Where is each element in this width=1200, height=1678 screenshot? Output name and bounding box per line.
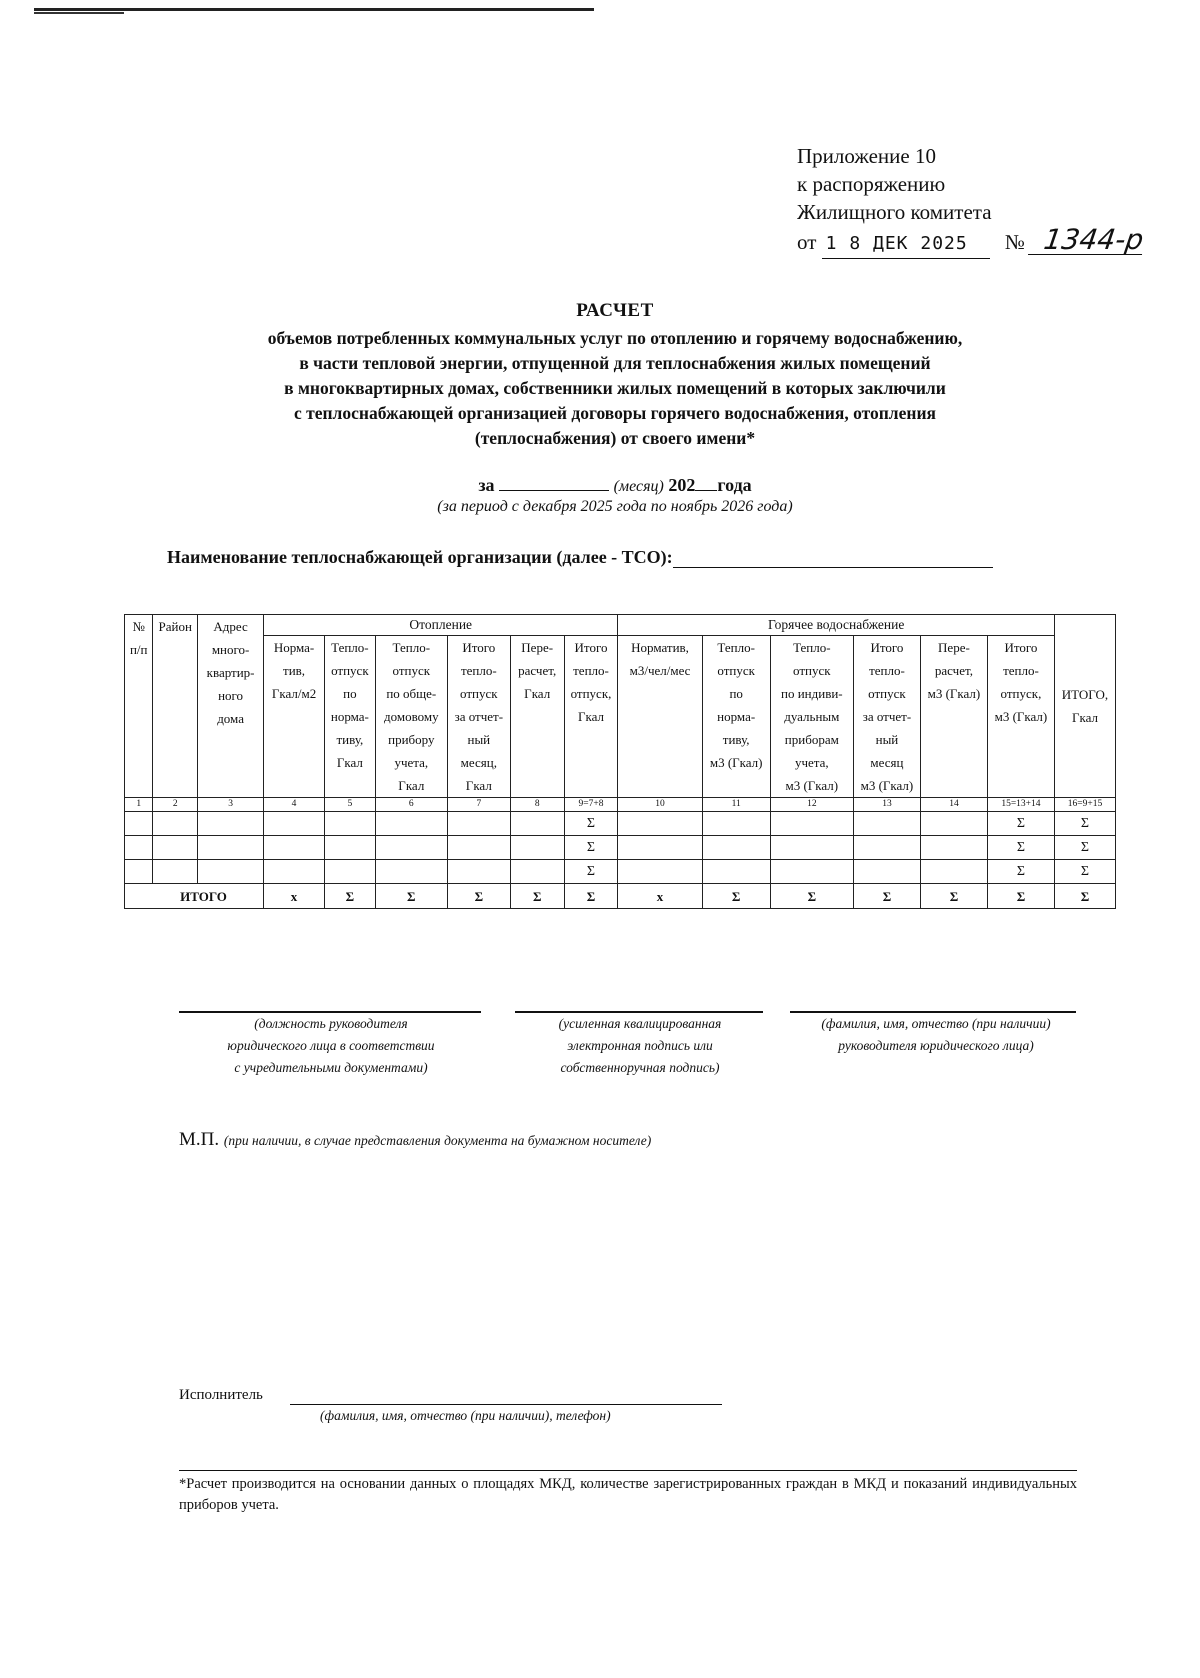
cell[interactable] <box>264 836 325 860</box>
header-heating-col: Тепло- отпуск по обще- домовому прибору учета, Гкал <box>375 636 447 798</box>
cell[interactable] <box>920 860 987 884</box>
sum-cell: Σ <box>987 812 1054 836</box>
cell[interactable] <box>325 860 376 884</box>
document-subtitle-line-5: (теплоснабжения) от своего имени* <box>474 428 756 448</box>
header-hot-water-col: Итого тепло- отпуск, м3 (Гкал) <box>987 636 1054 798</box>
header-num: № п/п <box>125 615 153 798</box>
cell[interactable] <box>447 836 510 860</box>
cell[interactable] <box>325 812 376 836</box>
column-number: 16=9+15 <box>1054 798 1115 812</box>
organization-blank[interactable] <box>673 549 993 568</box>
document-subtitle-line-1: объемов потребленных коммунальных услуг по отоплению и горячему водоснабжению, <box>267 328 963 348</box>
sum-cell: Σ <box>564 860 618 884</box>
sum-cell: Σ <box>564 836 618 860</box>
total-label: ИТОГО <box>125 884 264 909</box>
number-label: № <box>1004 230 1025 254</box>
handwritten-number: 1344-р <box>1028 226 1146 255</box>
column-number: 9=7+8 <box>564 798 618 812</box>
month-blank[interactable] <box>499 490 609 491</box>
header-hot-water-col: Тепло- отпуск по норма- тиву, м3 (Гкал) <box>702 636 770 798</box>
document-subtitle-line-4: с теплоснабжающей организацией договоры горячего водоснабжения, отопления <box>293 403 937 423</box>
cell[interactable] <box>510 812 564 836</box>
sum-cell: Σ <box>564 884 618 909</box>
cell[interactable] <box>375 860 447 884</box>
cell[interactable] <box>702 836 770 860</box>
total-row <box>125 884 1116 909</box>
column-number: 8 <box>510 798 564 812</box>
cell[interactable] <box>702 860 770 884</box>
document-title: РАСЧЕТ <box>576 300 654 321</box>
cell[interactable] <box>198 860 264 884</box>
document-title-block <box>150 300 1080 451</box>
organization-label: Наименование теплоснабжающей организации (далее - ТСО): <box>167 547 673 567</box>
period-range: (за период с декабря 2025 года по ноябрь 2026 года) <box>437 498 793 515</box>
year-blank[interactable] <box>695 490 717 491</box>
date-stamp: 1 8 ДЕК 2025 <box>822 230 990 259</box>
executor-label: Исполнитель <box>179 1387 263 1403</box>
sum-cell: Σ <box>1054 836 1115 860</box>
column-number: 5 <box>325 798 376 812</box>
column-number: 2 <box>153 798 198 812</box>
cell[interactable] <box>510 836 564 860</box>
cell[interactable] <box>920 836 987 860</box>
header-heating-col: Итого тепло- отпуск, Гкал <box>564 636 618 798</box>
cell[interactable] <box>447 860 510 884</box>
column-number: 3 <box>198 798 264 812</box>
cell[interactable] <box>770 860 853 884</box>
cell[interactable] <box>264 860 325 884</box>
cell[interactable] <box>770 812 853 836</box>
appendix-date-row <box>797 223 1146 259</box>
appendix-block <box>797 142 1144 259</box>
cell[interactable] <box>920 812 987 836</box>
signature-caption-position: (должность руководителя юридического лица в соответствии с учредительными документами) <box>227 1016 435 1075</box>
sum-cell: Σ <box>325 884 376 909</box>
stamp-place-row <box>179 1129 651 1151</box>
cell[interactable] <box>264 812 325 836</box>
column-number: 4 <box>264 798 325 812</box>
column-number: 11 <box>702 798 770 812</box>
cell[interactable] <box>153 860 198 884</box>
appendix-line-3: Жилищного комитета <box>797 200 992 224</box>
x-cell: х <box>264 884 325 909</box>
column-numbers-row <box>125 798 1116 812</box>
cell[interactable] <box>325 836 376 860</box>
header-address: Адрес много- квартир- ного дома <box>198 615 264 798</box>
sum-cell: Σ <box>1054 812 1115 836</box>
cell[interactable] <box>853 836 920 860</box>
column-number: 15=13+14 <box>987 798 1054 812</box>
table-row <box>125 860 1116 884</box>
scan-edge-line-short <box>34 12 124 14</box>
signature-caption-name: (фамилия, имя, отчество (при наличии) руководителя юридического лица) <box>821 1016 1051 1053</box>
document-subtitle-line-2: в части тепловой энергии, отпущенной для теплоснабжения жилых помещений <box>299 353 931 373</box>
x-cell: х <box>618 884 702 909</box>
organization-row <box>167 547 993 568</box>
cell[interactable] <box>618 812 702 836</box>
column-number: 6 <box>375 798 447 812</box>
sum-cell: Σ <box>920 884 987 909</box>
cell[interactable] <box>853 812 920 836</box>
cell[interactable] <box>198 812 264 836</box>
header-hot-water-col: Итого тепло- отпуск за отчет- ный месяц м3 (Гкал) <box>853 636 920 798</box>
signature-caption-sign: (усиленная квалицированная электронная подпись или собственноручная подпись) <box>558 1016 722 1075</box>
header-hot-water-col: Тепло- отпуск по индиви- дуальным приборам учета, м3 (Гкал) <box>770 636 853 798</box>
stamp-place-note: (при наличии, в случае представления документа на бумажном носителе) <box>223 1133 652 1148</box>
executor-blank[interactable] <box>290 1404 722 1405</box>
header-group-heating: Отопление <box>264 615 618 636</box>
cell[interactable] <box>375 836 447 860</box>
sum-cell: Σ <box>987 836 1054 860</box>
table-header-row-2 <box>125 636 1116 798</box>
cell[interactable] <box>618 836 702 860</box>
header-heating-col: Норма- тив, Гкал/м2 <box>264 636 325 798</box>
cell[interactable] <box>153 836 198 860</box>
sum-cell: Σ <box>1054 860 1115 884</box>
cell[interactable] <box>375 812 447 836</box>
header-hot-water-col: Норматив, м3/чел/мес <box>618 636 702 798</box>
period-line <box>150 475 1080 496</box>
appendix-line-2: к распоряжению <box>797 172 946 196</box>
executor-caption: (фамилия, имя, отчество (при наличии), телефон) <box>320 1408 611 1423</box>
column-number: 12 <box>770 798 853 812</box>
footnote-divider <box>179 1470 1077 1471</box>
sum-cell: Σ <box>510 884 564 909</box>
header-heating-col: Пере- расчет, Гкал <box>510 636 564 798</box>
sum-cell: Σ <box>447 884 510 909</box>
scan-edge-line <box>34 8 594 11</box>
sum-cell: Σ <box>987 860 1054 884</box>
header-hot-water-col: Пере- расчет, м3 (Гкал) <box>920 636 987 798</box>
cell[interactable] <box>198 836 264 860</box>
column-number: 13 <box>853 798 920 812</box>
header-total: ИТОГО, Гкал <box>1054 615 1115 798</box>
cell[interactable] <box>510 860 564 884</box>
year-prefix: 202 <box>668 475 696 495</box>
document-subtitle-line-3: в многоквартирных домах, собственники жилых помещений в которых заключили <box>284 378 946 398</box>
column-number: 1 <box>125 798 153 812</box>
cell[interactable] <box>447 812 510 836</box>
period-za: за <box>478 475 495 495</box>
cell[interactable] <box>125 836 153 860</box>
column-number: 14 <box>920 798 987 812</box>
cell[interactable] <box>125 860 153 884</box>
cell[interactable] <box>853 860 920 884</box>
cell[interactable] <box>618 860 702 884</box>
sum-cell: Σ <box>1054 884 1115 909</box>
header-heating-col: Итого тепло- отпуск за отчет- ный месяц, Гкал <box>447 636 510 798</box>
cell[interactable] <box>153 812 198 836</box>
period-block <box>150 475 1080 516</box>
cell[interactable] <box>770 836 853 860</box>
cell[interactable] <box>125 812 153 836</box>
column-number: 10 <box>618 798 702 812</box>
header-group-hot-water: Горячее водоснабжение <box>618 615 1055 636</box>
table-row <box>125 812 1116 836</box>
sum-cell: Σ <box>987 884 1054 909</box>
stamp-place-label: М.П. <box>179 1129 220 1150</box>
sum-cell: Σ <box>564 812 618 836</box>
sum-cell: Σ <box>375 884 447 909</box>
year-suffix: года <box>717 475 752 495</box>
sum-cell: Σ <box>853 884 920 909</box>
calculation-table <box>124 614 1116 909</box>
appendix-line-1: Приложение 10 <box>797 144 936 168</box>
sum-cell: Σ <box>770 884 853 909</box>
header-district: Район <box>153 615 198 798</box>
cell[interactable] <box>702 812 770 836</box>
table-row <box>125 836 1116 860</box>
from-label: от <box>797 230 817 254</box>
table-header-row-1 <box>125 615 1116 636</box>
header-heating-col: Тепло- отпуск по норма- тиву, Гкал <box>325 636 376 798</box>
column-number: 7 <box>447 798 510 812</box>
sum-cell: Σ <box>702 884 770 909</box>
footnote: *Расчет производится на основании данных о площадях МКД, количестве зарегистрированных граждан в МКД и показаний индивидуальных приборов учета. <box>179 1476 1077 1513</box>
month-hint: (месяц) <box>613 478 664 495</box>
